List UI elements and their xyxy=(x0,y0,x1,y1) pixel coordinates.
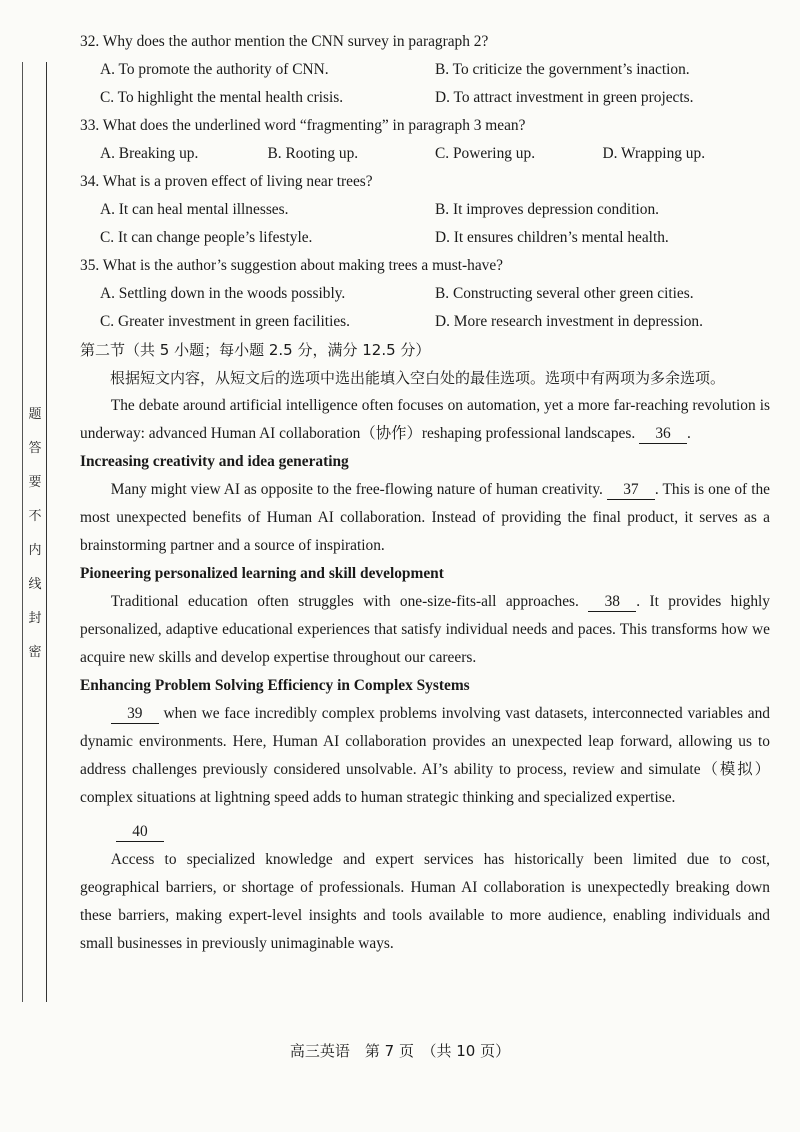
binding-margin-note xyxy=(26,398,44,670)
question-32 xyxy=(80,28,770,112)
paragraph-text: Many might view AI as opposite to the free-flowing nature of human creativity. xyxy=(110,481,603,498)
question-35 xyxy=(80,252,770,336)
paragraph-text: . This is one of the most unexpected benefits of Human AI collaboration. Instead of providing the final product, it serves as a brainstorming partner and a source of inspiration. xyxy=(80,481,770,554)
paragraph-text: when we face incredibly complex problems involving vast datasets, interconnected variables and dynamic environments. Here, Human AI collaboration provides an unexpected leap forward, allowing us to address challenges previously considered unsolvable. AI’s ability to process, review and simulate（模拟）complex situations at lightning speed adds to human strategic thinking and specialized expertise. xyxy=(80,705,770,806)
margin-char: 不 xyxy=(28,509,42,524)
margin-char: 要 xyxy=(28,475,42,490)
blank-36: 36 xyxy=(639,425,687,444)
subheading-problem-solving: Enhancing Problem Solving Efficiency in Complex Systems xyxy=(80,677,470,694)
option-d: D. It ensures children’s mental health. xyxy=(435,229,669,246)
margin-char: 密 xyxy=(28,645,42,660)
subheading-learning: Pioneering personalized learning and skill development xyxy=(80,565,444,582)
blank-40: 40 xyxy=(116,823,164,842)
subheading-creativity: Increasing creativity and idea generating xyxy=(80,453,349,470)
passage-paragraph-3 xyxy=(80,700,770,812)
passage-intro xyxy=(80,392,770,448)
binding-line-outer xyxy=(22,62,23,1002)
blank-37: 37 xyxy=(607,481,655,500)
option-d: D. To attract investment in green projects. xyxy=(435,89,694,106)
margin-char: 线 xyxy=(28,577,42,592)
blank-39: 39 xyxy=(111,705,159,724)
blank-40-row xyxy=(80,818,770,846)
intro-end: . xyxy=(687,425,691,442)
option-c: C. It can change people’s lifestyle. xyxy=(100,229,313,246)
option-a: A. To promote the authority of CNN. xyxy=(100,61,329,78)
margin-char: 内 xyxy=(28,543,42,558)
passage-paragraph-4: Access to specialized knowledge and expert services has historically been limited due to cost, geographical barriers, or shortage of professionals. Human AI collaboration is unexpectedly breaking down these barriers, making expert-level insights and tools available to more audience, enabling individuals and small businesses in previously unimaginable ways. xyxy=(80,851,770,952)
section-header: 第二节（共 5 小题；每小题 2.5 分，满分 12.5 分） xyxy=(80,341,431,359)
option-c: C. To highlight the mental health crisis. xyxy=(100,89,344,106)
option-b: B. Rooting up. xyxy=(267,145,359,162)
blank-38: 38 xyxy=(588,593,636,612)
option-c: C. Powering up. xyxy=(435,145,536,162)
question-stem: 34. What is a proven effect of living near trees? xyxy=(80,173,373,190)
page-content xyxy=(80,28,770,958)
intro-text: The debate around artificial intelligence often focuses on automation, yet a more far-reaching revolution is underway: advanced Human AI collaboration（协作）reshaping professional landscapes. xyxy=(80,397,770,442)
question-stem: 33. What does the underlined word “fragmenting” in paragraph 3 mean? xyxy=(80,117,526,134)
paragraph-text: Traditional education often struggles with one-size-fits-all approaches. xyxy=(110,593,579,610)
question-stem: 35. What is the author’s suggestion about making trees a must-have? xyxy=(80,257,504,274)
margin-char: 答 xyxy=(28,441,42,456)
margin-char: 封 xyxy=(28,611,42,626)
binding-line-inner xyxy=(46,62,47,1002)
option-d: D. Wrapping up. xyxy=(602,145,706,162)
question-34 xyxy=(80,168,770,252)
page-footer: 高三英语 第 7 页 （共 10 页） xyxy=(289,1042,511,1060)
option-a: A. Breaking up. xyxy=(100,145,199,162)
passage-paragraph-2 xyxy=(80,588,770,672)
section-instruction: 根据短文内容，从短文后的选项中选出能填入空白处的最佳选项。选项中有两项为多余选项。 xyxy=(110,369,726,387)
option-c: C. Greater investment in green facilities. xyxy=(100,313,351,330)
paragraph-text: . It provides highly personalized, adaptive educational experiences that satisfy individual needs and paces. This transforms how we acquire new skills and develop expertise throughout our careers. xyxy=(80,593,770,666)
option-a: A. Settling down in the woods possibly. xyxy=(100,285,346,302)
question-33 xyxy=(80,112,770,168)
question-stem: 32. Why does the author mention the CNN survey in paragraph 2? xyxy=(80,33,489,50)
passage-paragraph-1 xyxy=(80,476,770,560)
option-b: B. Constructing several other green cities. xyxy=(435,285,694,302)
option-b: B. To criticize the government’s inaction. xyxy=(435,61,690,78)
margin-char: 题 xyxy=(28,407,42,422)
option-a: A. It can heal mental illnesses. xyxy=(100,201,289,218)
option-b: B. It improves depression condition. xyxy=(435,201,659,218)
option-d: D. More research investment in depression. xyxy=(435,313,703,330)
